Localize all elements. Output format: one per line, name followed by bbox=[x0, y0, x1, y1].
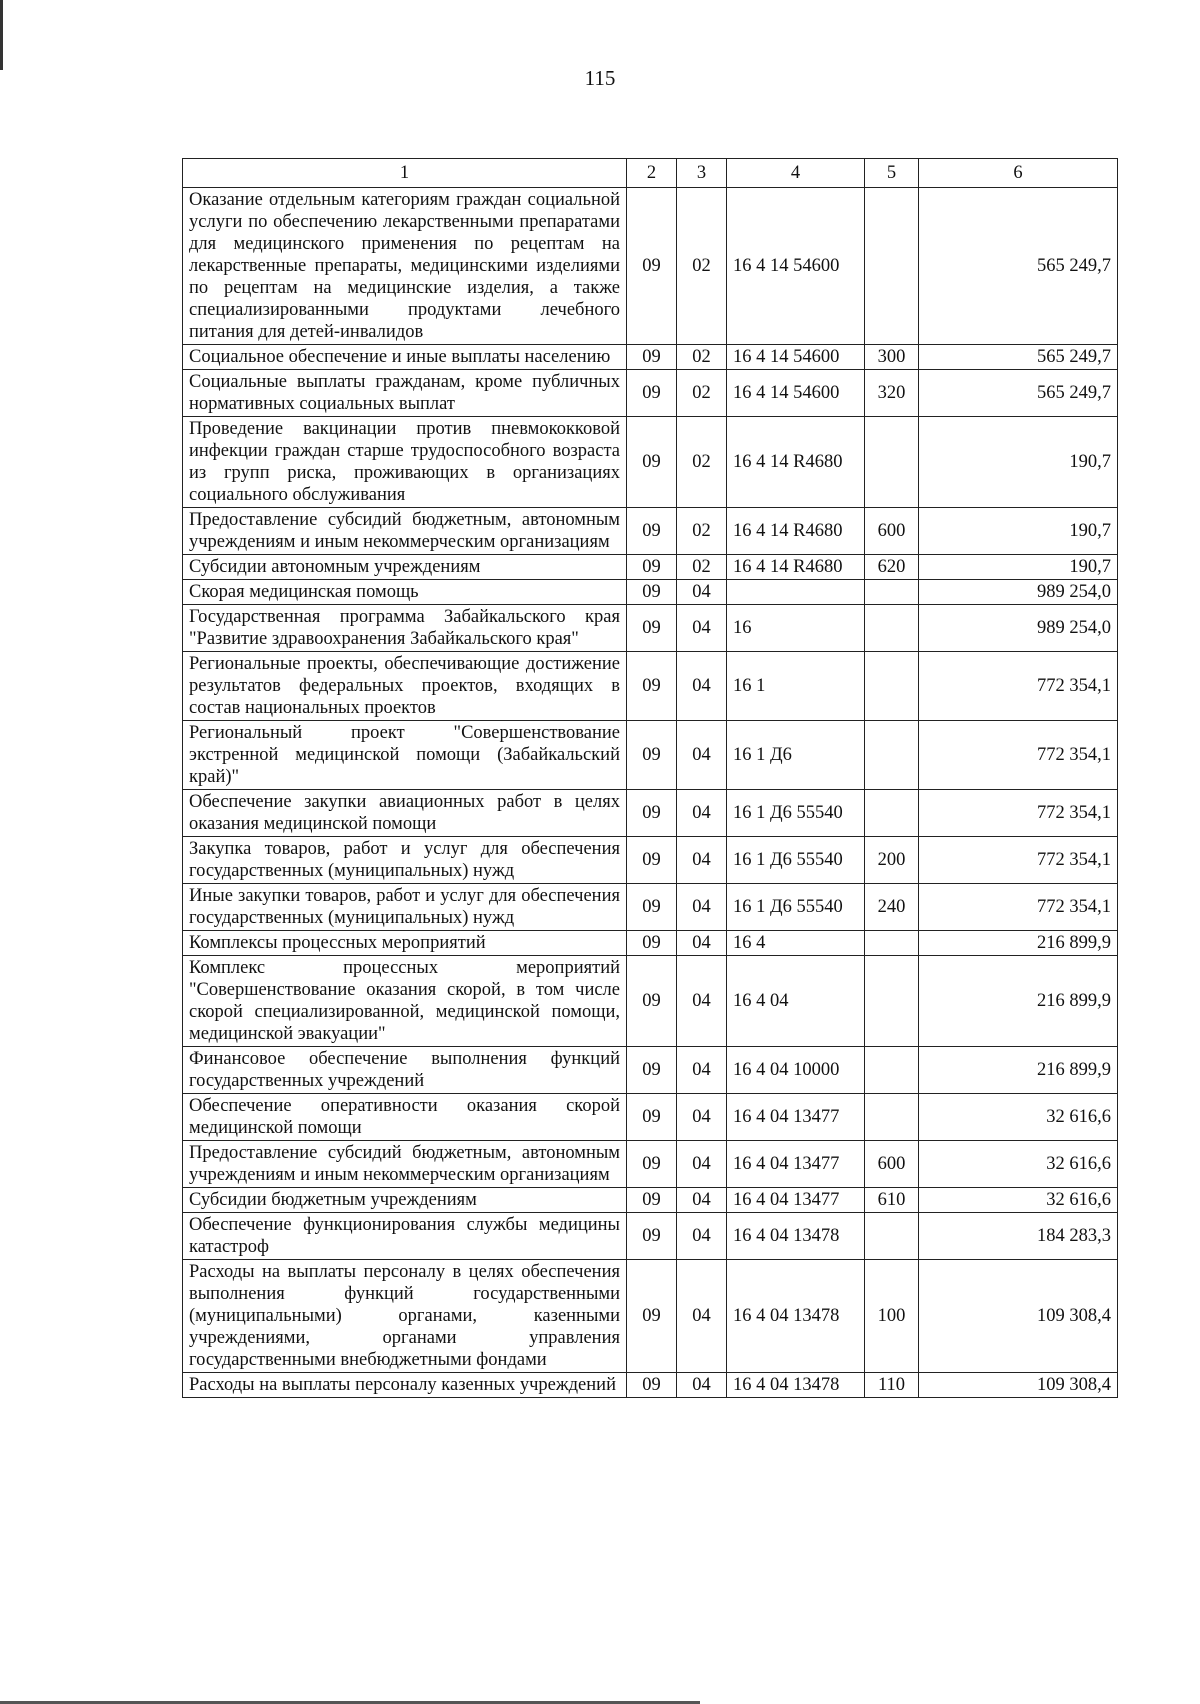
row-expense-type-cell bbox=[865, 417, 919, 508]
row-expense-type-cell bbox=[865, 1047, 919, 1094]
row-target-code-cell: 16 4 14 54600 bbox=[727, 370, 865, 417]
row-target-code-cell: 16 4 bbox=[727, 931, 865, 956]
row-name-cell: Социальное обеспечение и иные выплаты населению bbox=[183, 345, 627, 370]
row-section-cell: 09 bbox=[627, 508, 677, 555]
row-target-code-cell: 16 4 14 R4680 bbox=[727, 555, 865, 580]
row-section-cell: 09 bbox=[627, 580, 677, 605]
row-expense-type-cell bbox=[865, 188, 919, 345]
header-col-1: 1 bbox=[183, 159, 627, 188]
row-section-cell: 09 bbox=[627, 605, 677, 652]
row-name-cell: Региональный проект "Совершенствование экстренной медицинской помощи (Забайкальский край)" bbox=[183, 721, 627, 790]
table-row bbox=[183, 790, 1118, 837]
row-amount-cell: 190,7 bbox=[919, 417, 1118, 508]
table-row bbox=[183, 721, 1118, 790]
table-row bbox=[183, 188, 1118, 345]
table-row bbox=[183, 417, 1118, 508]
row-name-cell: Предоставление субсидий бюджетным, автономным учреждениям и иным некоммерческим организациям bbox=[183, 508, 627, 555]
table-row bbox=[183, 931, 1118, 956]
row-target-code-cell bbox=[727, 580, 865, 605]
row-subsection-cell: 04 bbox=[677, 1188, 727, 1213]
row-target-code-cell: 16 4 14 54600 bbox=[727, 345, 865, 370]
row-target-code-cell: 16 4 14 R4680 bbox=[727, 508, 865, 555]
row-section-cell: 09 bbox=[627, 370, 677, 417]
row-amount-cell: 216 899,9 bbox=[919, 956, 1118, 1047]
row-subsection-cell: 02 bbox=[677, 188, 727, 345]
table-row bbox=[183, 1141, 1118, 1188]
row-name-cell: Региональные проекты, обеспечивающие достижение результатов федеральных проектов, входящих в состав национальных проектов bbox=[183, 652, 627, 721]
row-amount-cell: 772 354,1 bbox=[919, 652, 1118, 721]
row-amount-cell: 32 616,6 bbox=[919, 1141, 1118, 1188]
row-target-code-cell: 16 bbox=[727, 605, 865, 652]
row-subsection-cell: 04 bbox=[677, 956, 727, 1047]
row-expense-type-cell: 610 bbox=[865, 1188, 919, 1213]
row-target-code-cell: 16 4 04 13477 bbox=[727, 1188, 865, 1213]
row-amount-cell: 772 354,1 bbox=[919, 790, 1118, 837]
row-target-code-cell: 16 4 04 13477 bbox=[727, 1094, 865, 1141]
table-body bbox=[183, 188, 1118, 1398]
table-row bbox=[183, 956, 1118, 1047]
row-name-cell: Обеспечение оперативности оказания скорой медицинской помощи bbox=[183, 1094, 627, 1141]
row-section-cell: 09 bbox=[627, 652, 677, 721]
row-amount-cell: 184 283,3 bbox=[919, 1213, 1118, 1260]
row-amount-cell: 109 308,4 bbox=[919, 1373, 1118, 1398]
header-col-6: 6 bbox=[919, 159, 1118, 188]
row-subsection-cell: 04 bbox=[677, 1260, 727, 1373]
budget-table bbox=[182, 158, 1118, 1398]
row-expense-type-cell bbox=[865, 605, 919, 652]
row-subsection-cell: 04 bbox=[677, 884, 727, 931]
row-subsection-cell: 04 bbox=[677, 1213, 727, 1260]
row-target-code-cell: 16 1 Д6 bbox=[727, 721, 865, 790]
row-section-cell: 09 bbox=[627, 555, 677, 580]
table-row bbox=[183, 555, 1118, 580]
row-section-cell: 09 bbox=[627, 345, 677, 370]
row-amount-cell: 190,7 bbox=[919, 555, 1118, 580]
row-target-code-cell: 16 1 Д6 55540 bbox=[727, 837, 865, 884]
row-amount-cell: 772 354,1 bbox=[919, 837, 1118, 884]
table-row bbox=[183, 508, 1118, 555]
table-row bbox=[183, 580, 1118, 605]
row-name-cell: Комплексы процессных мероприятий bbox=[183, 931, 627, 956]
row-subsection-cell: 04 bbox=[677, 652, 727, 721]
row-section-cell: 09 bbox=[627, 1141, 677, 1188]
header-col-4: 4 bbox=[727, 159, 865, 188]
row-subsection-cell: 04 bbox=[677, 605, 727, 652]
table-row bbox=[183, 837, 1118, 884]
row-subsection-cell: 04 bbox=[677, 1373, 727, 1398]
row-expense-type-cell bbox=[865, 931, 919, 956]
row-name-cell: Социальные выплаты гражданам, кроме публичных нормативных социальных выплат bbox=[183, 370, 627, 417]
row-target-code-cell: 16 1 bbox=[727, 652, 865, 721]
row-target-code-cell: 16 4 04 13478 bbox=[727, 1373, 865, 1398]
table-row bbox=[183, 605, 1118, 652]
row-expense-type-cell: 600 bbox=[865, 1141, 919, 1188]
row-expense-type-cell: 100 bbox=[865, 1260, 919, 1373]
table-row bbox=[183, 1373, 1118, 1398]
row-expense-type-cell: 240 bbox=[865, 884, 919, 931]
row-target-code-cell: 16 4 04 bbox=[727, 956, 865, 1047]
row-target-code-cell: 16 4 04 10000 bbox=[727, 1047, 865, 1094]
row-expense-type-cell bbox=[865, 1213, 919, 1260]
row-amount-cell: 565 249,7 bbox=[919, 370, 1118, 417]
row-section-cell: 09 bbox=[627, 1188, 677, 1213]
scan-edge-mark bbox=[0, 0, 3, 70]
row-section-cell: 09 bbox=[627, 188, 677, 345]
row-name-cell: Расходы на выплаты персоналу казенных учреждений bbox=[183, 1373, 627, 1398]
row-amount-cell: 216 899,9 bbox=[919, 1047, 1118, 1094]
table-row bbox=[183, 1094, 1118, 1141]
row-subsection-cell: 04 bbox=[677, 1094, 727, 1141]
row-section-cell: 09 bbox=[627, 417, 677, 508]
row-target-code-cell: 16 1 Д6 55540 bbox=[727, 790, 865, 837]
row-name-cell: Субсидии бюджетным учреждениям bbox=[183, 1188, 627, 1213]
row-section-cell: 09 bbox=[627, 1213, 677, 1260]
row-target-code-cell: 16 4 14 54600 bbox=[727, 188, 865, 345]
row-name-cell: Иные закупки товаров, работ и услуг для обеспечения государственных (муниципальных) нужд bbox=[183, 884, 627, 931]
row-target-code-cell: 16 1 Д6 55540 bbox=[727, 884, 865, 931]
row-section-cell: 09 bbox=[627, 837, 677, 884]
row-section-cell: 09 bbox=[627, 721, 677, 790]
row-section-cell: 09 bbox=[627, 931, 677, 956]
row-subsection-cell: 02 bbox=[677, 345, 727, 370]
row-amount-cell: 216 899,9 bbox=[919, 931, 1118, 956]
row-expense-type-cell: 620 bbox=[865, 555, 919, 580]
row-section-cell: 09 bbox=[627, 1094, 677, 1141]
page-number: 115 bbox=[584, 66, 616, 90]
row-expense-type-cell bbox=[865, 721, 919, 790]
table-row bbox=[183, 652, 1118, 721]
row-section-cell: 09 bbox=[627, 956, 677, 1047]
row-expense-type-cell: 600 bbox=[865, 508, 919, 555]
row-section-cell: 09 bbox=[627, 790, 677, 837]
table-row bbox=[183, 1260, 1118, 1373]
row-expense-type-cell bbox=[865, 580, 919, 605]
row-target-code-cell: 16 4 04 13478 bbox=[727, 1213, 865, 1260]
row-target-code-cell: 16 4 04 13477 bbox=[727, 1141, 865, 1188]
row-section-cell: 09 bbox=[627, 1373, 677, 1398]
row-section-cell: 09 bbox=[627, 884, 677, 931]
row-amount-cell: 772 354,1 bbox=[919, 721, 1118, 790]
row-target-code-cell: 16 4 04 13478 bbox=[727, 1260, 865, 1373]
row-name-cell: Субсидии автономным учреждениям bbox=[183, 555, 627, 580]
row-expense-type-cell bbox=[865, 956, 919, 1047]
row-name-cell: Закупка товаров, работ и услуг для обеспечения государственных (муниципальных) нужд bbox=[183, 837, 627, 884]
row-name-cell: Обеспечение функционирования службы медицины катастроф bbox=[183, 1213, 627, 1260]
row-amount-cell: 32 616,6 bbox=[919, 1188, 1118, 1213]
row-name-cell: Финансовое обеспечение выполнения функций государственных учреждений bbox=[183, 1047, 627, 1094]
row-subsection-cell: 04 bbox=[677, 931, 727, 956]
table-row bbox=[183, 884, 1118, 931]
header-col-5: 5 bbox=[865, 159, 919, 188]
row-name-cell: Проведение вакцинации против пневмококковой инфекции граждан старше трудоспособного возраста из групп риска, проживающих в организациях социального обслуживания bbox=[183, 417, 627, 508]
row-section-cell: 09 bbox=[627, 1047, 677, 1094]
row-subsection-cell: 02 bbox=[677, 555, 727, 580]
row-name-cell: Оказание отдельным категориям граждан социальной услуги по обеспечению лекарственными препаратами для медицинского применения по рецептам на лекарственные препараты, медицинскими изделиями по рецептам на медицинские изделия, а также специализированными продуктами лечебного питания для детей-инвалидов bbox=[183, 188, 627, 345]
row-name-cell: Предоставление субсидий бюджетным, автономным учреждениям и иным некоммерческим организациям bbox=[183, 1141, 627, 1188]
table-row bbox=[183, 370, 1118, 417]
row-subsection-cell: 02 bbox=[677, 508, 727, 555]
row-expense-type-cell bbox=[865, 790, 919, 837]
row-section-cell: 09 bbox=[627, 1260, 677, 1373]
row-amount-cell: 109 308,4 bbox=[919, 1260, 1118, 1373]
row-amount-cell: 32 616,6 bbox=[919, 1094, 1118, 1141]
row-name-cell: Скорая медицинская помощь bbox=[183, 580, 627, 605]
row-subsection-cell: 02 bbox=[677, 370, 727, 417]
row-expense-type-cell: 300 bbox=[865, 345, 919, 370]
row-name-cell: Комплекс процессных мероприятий "Совершенствование оказания скорой, в том числе скорой специализированной, медицинской помощи, медицинской эвакуации" bbox=[183, 956, 627, 1047]
row-subsection-cell: 04 bbox=[677, 1141, 727, 1188]
row-name-cell: Обеспечение закупки авиационных работ в целях оказания медицинской помощи bbox=[183, 790, 627, 837]
row-subsection-cell: 04 bbox=[677, 837, 727, 884]
table-row bbox=[183, 1213, 1118, 1260]
row-amount-cell: 989 254,0 bbox=[919, 605, 1118, 652]
row-name-cell: Расходы на выплаты персоналу в целях обеспечения выполнения функций государственными (муниципальными) органами, казенными учреждениями, органами управления государственными внебюджетными фондами bbox=[183, 1260, 627, 1373]
header-col-2: 2 bbox=[627, 159, 677, 188]
row-subsection-cell: 04 bbox=[677, 721, 727, 790]
row-amount-cell: 565 249,7 bbox=[919, 188, 1118, 345]
table-header-row bbox=[183, 159, 1118, 188]
row-subsection-cell: 04 bbox=[677, 1047, 727, 1094]
header-col-3: 3 bbox=[677, 159, 727, 188]
row-target-code-cell: 16 4 14 R4680 bbox=[727, 417, 865, 508]
row-amount-cell: 190,7 bbox=[919, 508, 1118, 555]
row-subsection-cell: 04 bbox=[677, 580, 727, 605]
row-expense-type-cell bbox=[865, 1094, 919, 1141]
row-expense-type-cell: 320 bbox=[865, 370, 919, 417]
table-row bbox=[183, 345, 1118, 370]
row-amount-cell: 565 249,7 bbox=[919, 345, 1118, 370]
row-amount-cell: 772 354,1 bbox=[919, 884, 1118, 931]
table-row bbox=[183, 1188, 1118, 1213]
row-expense-type-cell: 110 bbox=[865, 1373, 919, 1398]
row-name-cell: Государственная программа Забайкальского края "Развитие здравоохранения Забайкальского края" bbox=[183, 605, 627, 652]
row-expense-type-cell bbox=[865, 652, 919, 721]
row-expense-type-cell: 200 bbox=[865, 837, 919, 884]
row-amount-cell: 989 254,0 bbox=[919, 580, 1118, 605]
row-subsection-cell: 04 bbox=[677, 790, 727, 837]
row-subsection-cell: 02 bbox=[677, 417, 727, 508]
table-row bbox=[183, 1047, 1118, 1094]
